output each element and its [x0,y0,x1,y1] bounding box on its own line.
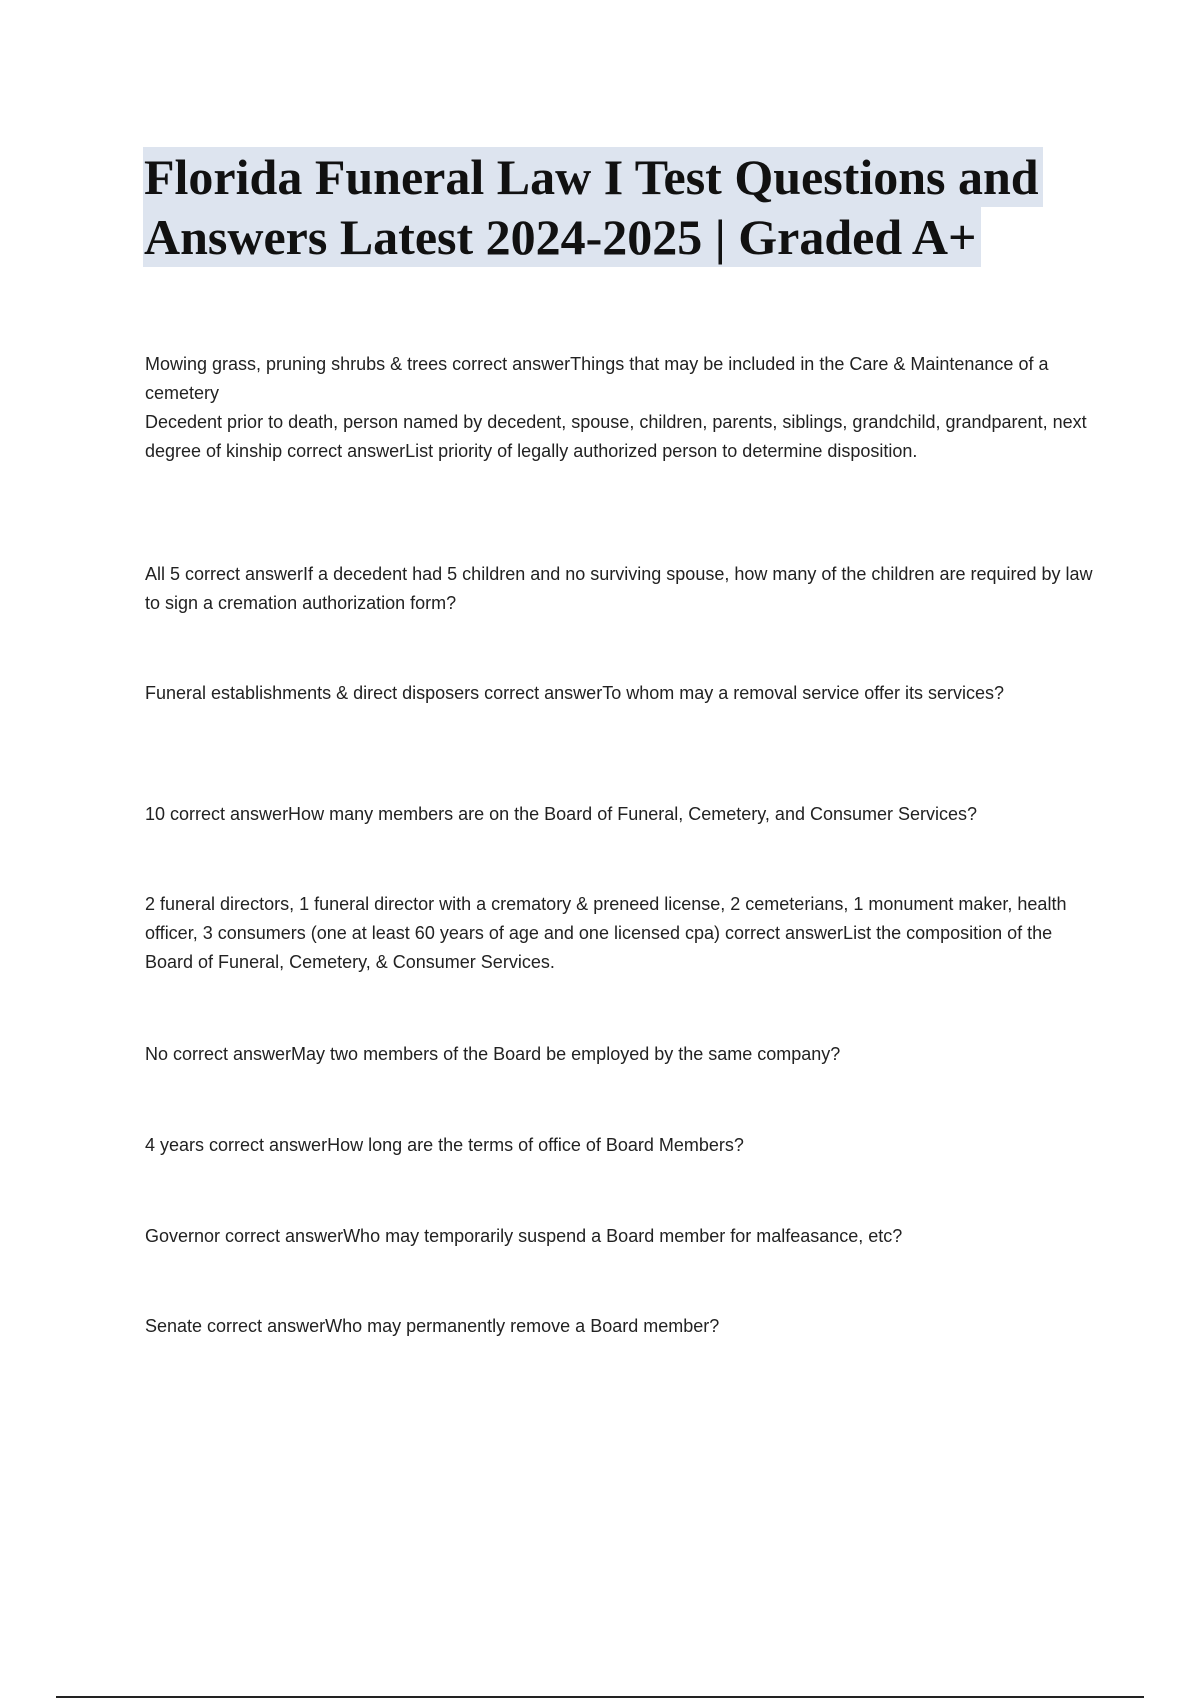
qa-item: Senate correct answerWho may permanently remove a Board member? [145,1316,720,1336]
qa-item: No correct answerMay two members of the Board be employed by the same company? [145,1044,841,1064]
qa-item: All 5 correct answerIf a decedent had 5 children and no surviving spouse, how many of the children are required by law to sign a cremation authorization form? [145,564,1093,613]
qa-item: 2 funeral directors, 1 funeral director with a crematory & preneed license, 2 cemeterians, 1 monument maker, health officer, 3 consumers (one at least 60 years of age and one licensed cpa) correct answerList the composition of the Board of Funeral, Cemetery, & Consumer Services. [145,894,1067,972]
title-line-2: Answers Latest 2024-2025 | Graded A+ [143,207,981,267]
footer-divider [56,1696,1144,1698]
qa-item: Governor correct answerWho may temporarily suspend a Board member for malfeasance, etc? [145,1226,903,1246]
title-line-1: Florida Funeral Law I Test Questions and [143,147,1043,207]
document-title [143,147,1093,267]
qa-item: Decedent prior to death, person named by decedent, spouse, children, parents, siblings, grandchild, grandparent, next degree of kinship correct answerList priority of legally authorized person to determine disposition. [145,412,1087,461]
qa-item: Funeral establishments & direct disposers correct answerTo whom may a removal service offer its services? [145,683,1004,703]
qa-item: 4 years correct answerHow long are the terms of office of Board Members? [145,1135,744,1155]
qa-item: 10 correct answerHow many members are on the Board of Funeral, Cemetery, and Consumer Services? [145,804,978,824]
qa-item: Mowing grass, pruning shrubs & trees correct answerThings that may be included in the Care & Maintenance of a cemetery [145,354,1049,403]
